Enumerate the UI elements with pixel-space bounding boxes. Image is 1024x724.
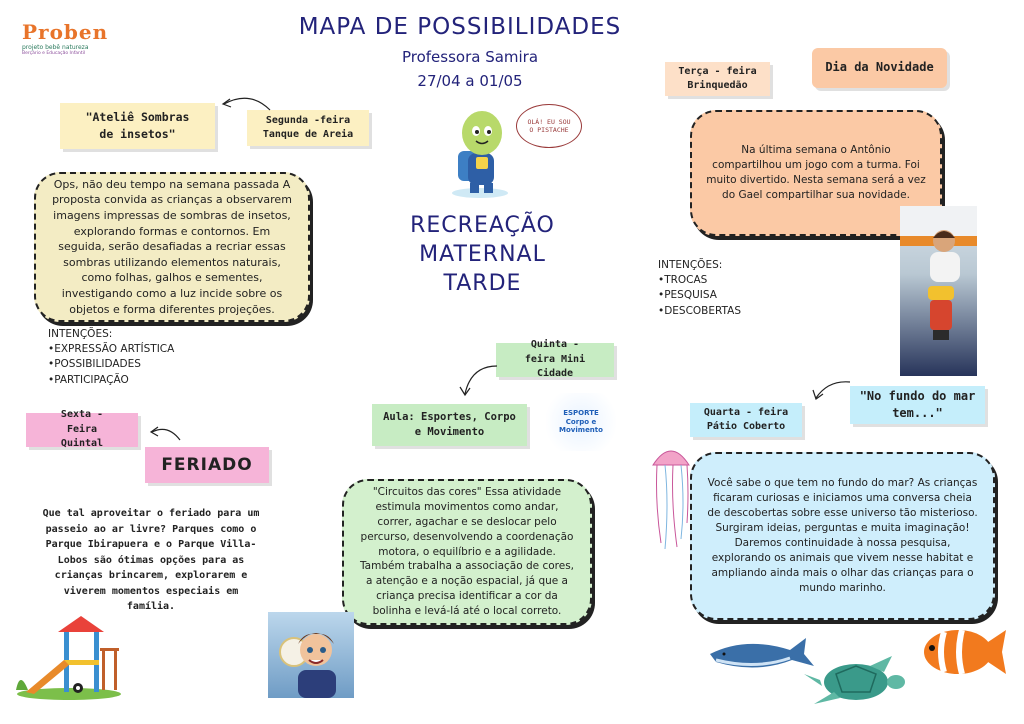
mascot-image [440,105,520,200]
logo-name: Proben [22,20,109,44]
tuesday-description: Na última semana o Antônio compartilhou um jogo com a turma. Foi muito divertido. Nesta semana será a vez do Gael compartilhar sua novidade. [690,110,942,236]
date-range: 27/04 a 01/05 [417,72,523,90]
wednesday-title-label: "No fundo do mar tem..." [850,386,985,424]
mascot-speech-text: OLÁ! EU SOU O PISTACHE [527,117,571,134]
page-title: MAPA DE POSSIBILIDADES [298,14,622,40]
jellyfish-illustration [647,443,695,553]
center-title-line2: MATERNAL [419,242,546,267]
wednesday-day-label: Quarta - feira Pátio Coberto [690,403,802,437]
wednesday-description: Você sabe o que tem no fundo do mar? As crianças ficaram curiosas e iniciamos uma conversa cheia de descobertas sobre esse universo tão misterioso. Surgiram ideias, perguntas e muita imaginação! Daremos continuidade à nossa pesquisa, explorando os animais que vivem nesse habitat e ampliando ainda mais o olhar das crianças para o mundo marinho. [690,452,995,620]
child-photo [900,206,977,376]
thursday-day-label: Quinta - feira Mini Cidade [496,343,614,377]
tuesday-intention-item: •TROCAS [658,274,708,287]
tuesday-intention-item: •PESQUISA [658,289,717,302]
playground-illustration [14,610,124,700]
teacher-name: Professora Samira [401,48,539,66]
boy-illustration [268,612,354,698]
logo-line1: projeto bebê natureza [22,44,89,51]
sport-badge-image [546,393,616,451]
friday-day-label: Sexta - Feira Quintal [26,413,138,447]
monday-arrow-icon [210,90,280,115]
logo [22,20,122,60]
monday-intention-item: •EXPRESSÃO ARTÍSTICA [48,343,175,356]
center-title-line1: RECREAÇÃO [410,213,555,238]
wednesday-arrow-icon [806,376,856,406]
tuesday-title-label: Dia da Novidade [812,48,947,88]
monday-intentions-label: INTENÇÕES: [48,328,113,340]
thursday-description: "Circuitos das cores" Essa atividade estimula movimentos como andar, correr, agachar e se deslocar pelo percurso, desenvolvendo a coordenação motora, o equilíbrio e a agilidade. Também trabalha a associação de cores, a atenção e a noção espacial, já que a criança precisa identificar a cor da bolinha e levá-lá até o local correto. [342,479,592,625]
logo-line2: Berçário e Educação Infantil [22,51,86,56]
thursday-title-label: Aula: Esportes, Corpo e Movimento [372,404,527,446]
monday-title-label: "Ateliê Sombras de insetos" [60,103,215,149]
center-title-line3: TARDE [443,271,522,296]
tuesday-intention-item: •DESCOBERTAS [658,304,741,317]
mascot-speech-bubble [516,104,582,148]
tuesday-intentions [658,258,741,319]
sport-badge-text: ESPORTE Corpo e Movimento [559,408,603,435]
monday-intention-item: •POSSIBILIDADES [48,358,141,371]
monday-intention-item: •PARTICIPAÇÃO [48,373,129,386]
monday-day-label: Segunda -feira Tanque de Areia [247,110,369,146]
friday-description: Que tal aproveitar o feriado para um passeio ao ar livre? Parques como o Parque Ibirapuera e o Parque Villa-Lobos são ótimas opções para as crianças brincarem, explorarem e viverem momentos especiais em família. [42,508,260,612]
tuesday-intentions-label: INTENÇÕES: [658,259,723,271]
monday-description: Ops, não deu tempo na semana passada A proposta convida as crianças a observarem imagens impressas de sombras de insetos, explorando formas e contornos. Em seguida, serão desafiadas a recriar essas sombras utilizando elementos naturais, como folhas, galhos e sementes, investigando como a luz incide sobre os objetos e forma diferentes projeções. [34,172,310,322]
tuesday-day-label: Terça - feira Brinquedão [665,62,770,96]
turtle-illustration [800,652,905,708]
clownfish-illustration [918,622,1008,682]
thursday-arrow-icon [455,360,505,400]
monday-intentions [48,327,174,388]
friday-title-label: FERIADO [145,447,269,483]
